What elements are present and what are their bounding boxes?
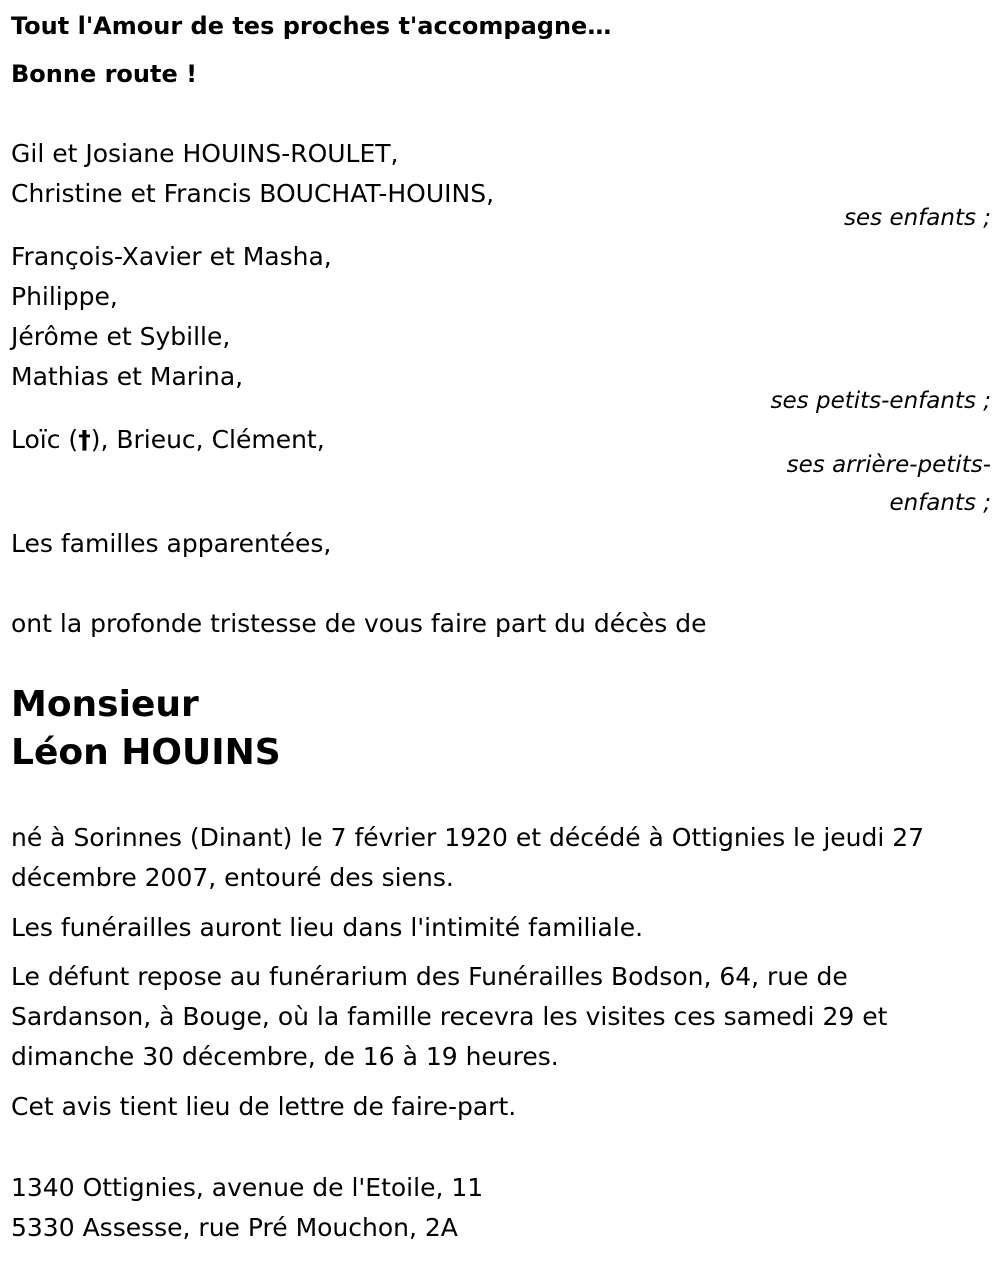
role-grandchildren: ses petits-enfants ;: [770, 388, 991, 414]
funeral-details: Les funérailles auront lieu dans l'intimité familiale.: [11, 913, 644, 942]
birth-death-details: né à Sorinnes (Dinant) le 7 février 1920 et décédé à Ottignies le jeudi 27 décembre 2007, entouré des siens.: [11, 823, 925, 892]
role-children: ses enfants ;: [844, 205, 991, 231]
address-line: 5330 Assesse, rue Pré Mouchon, 2A: [11, 1213, 458, 1242]
grandchild-name: Mathias et Marina,: [11, 362, 244, 391]
grandchild-name: François-Xavier et Masha,: [11, 242, 332, 271]
notice-text: Cet avis tient lieu de lettre de faire-part.: [11, 1092, 517, 1121]
child-name: Christine et Francis BOUCHAT-HOUINS,: [11, 179, 495, 208]
cross-icon: †: [78, 425, 91, 454]
grandchild-name: Jérôme et Sybille,: [11, 322, 231, 351]
intro-line-1: Tout l'Amour de tes proches t'accompagne…: [11, 12, 612, 40]
great-grandchild-name-after: ), Brieuc, Clément,: [90, 425, 325, 454]
intro-line-2: Bonne route !: [11, 60, 198, 88]
role-great-grandchildren: ses arrière-petits-enfants ;: [786, 452, 991, 516]
grandchild-name: Philippe,: [11, 282, 118, 311]
related-families: Les familles apparentées,: [11, 529, 332, 558]
child-name: Gil et Josiane HOUINS-ROULET,: [11, 139, 399, 168]
repose-details: Le défunt repose au funérarium des Funérailles Bodson, 64, rue de Sardanson, à Bouge, où la famille recevra les visites ces samedi 29 et dimanche 30 décembre, de 16 à 19 heures.: [11, 962, 888, 1071]
great-grandchildren-names: [11, 424, 325, 456]
deceased-title: Monsieur: [11, 684, 199, 725]
deceased-name: Léon HOUINS: [11, 732, 281, 773]
address-line: 1340 Ottignies, avenue de l'Etoile, 11: [11, 1173, 484, 1202]
announcement-text: ont la profonde tristesse de vous faire part du décès de: [11, 609, 707, 638]
great-grandchild-name-before: Loïc (: [11, 425, 79, 454]
